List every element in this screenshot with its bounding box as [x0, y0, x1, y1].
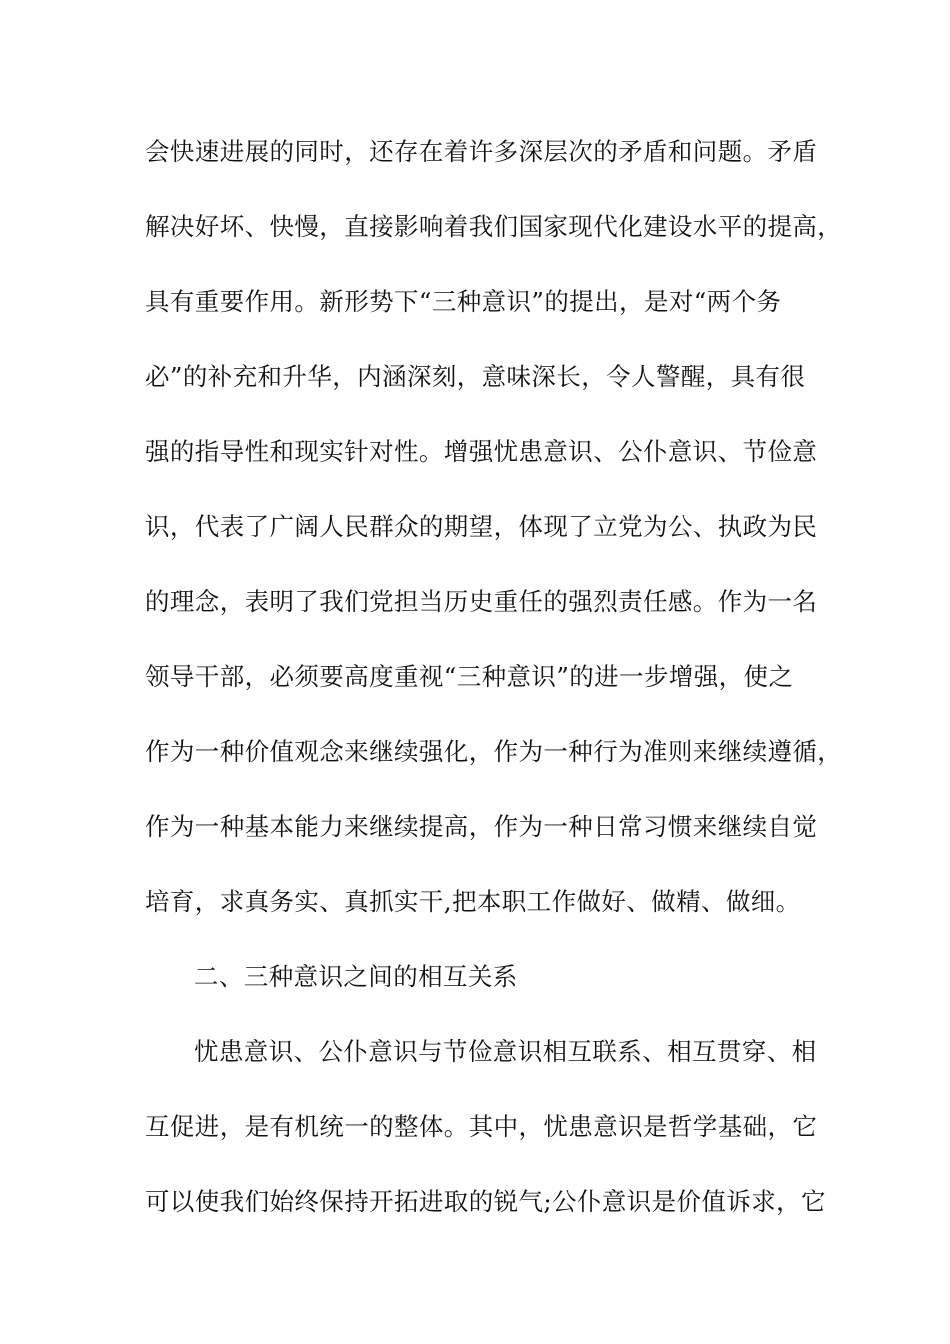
body-line: 培育，求真务实、真抓实干,把本职工作做好、做精、做细。: [145, 887, 801, 916]
body-line: 作为一种基本能力来继续提高，作为一种日常习惯来继续自觉: [145, 812, 818, 841]
body-line: 领导干部，必须要高度重视“三种意识”的进一步增强，使之: [145, 662, 794, 691]
body-line: 可以使我们始终保持开拓进取的锐气;公仆意识是价值诉求，它: [145, 1187, 826, 1216]
body-line: 解决好坏、快慢，直接影响着我们国家现代化建设水平的提高，: [145, 212, 843, 241]
body-line: 忧患意识、公仆意识与节俭意识相互联系、相互贯穿、相: [194, 1037, 817, 1066]
body-line: 强的指导性和现实针对性。增强忧患意识、公仆意识、节俭意: [145, 437, 818, 466]
body-line: 作为一种价值观念来继续强化，作为一种行为准则来继续遵循，: [145, 737, 843, 766]
section-heading: 二、三种意识之间的相互关系: [194, 962, 518, 991]
body-line: 会快速进展的同时，还存在着许多深层次的矛盾和问题。矛盾: [145, 137, 818, 166]
body-line: 的理念，表明了我们党担当历史重任的强烈责任感。作为一名: [145, 587, 818, 616]
body-line: 互促进，是有机统一的整体。其中，忧患意识是哲学基础，它: [145, 1112, 818, 1141]
body-line: 必”的补充和升华，内涵深刻，意味深长，令人警醒，具有很: [145, 362, 806, 391]
body-line: 具有重要作用。新形势下“三种意识”的提出，是对“两个务: [145, 287, 782, 316]
body-line: 识，代表了广阔人民群众的期望，体现了立党为公、执政为民: [145, 512, 818, 541]
